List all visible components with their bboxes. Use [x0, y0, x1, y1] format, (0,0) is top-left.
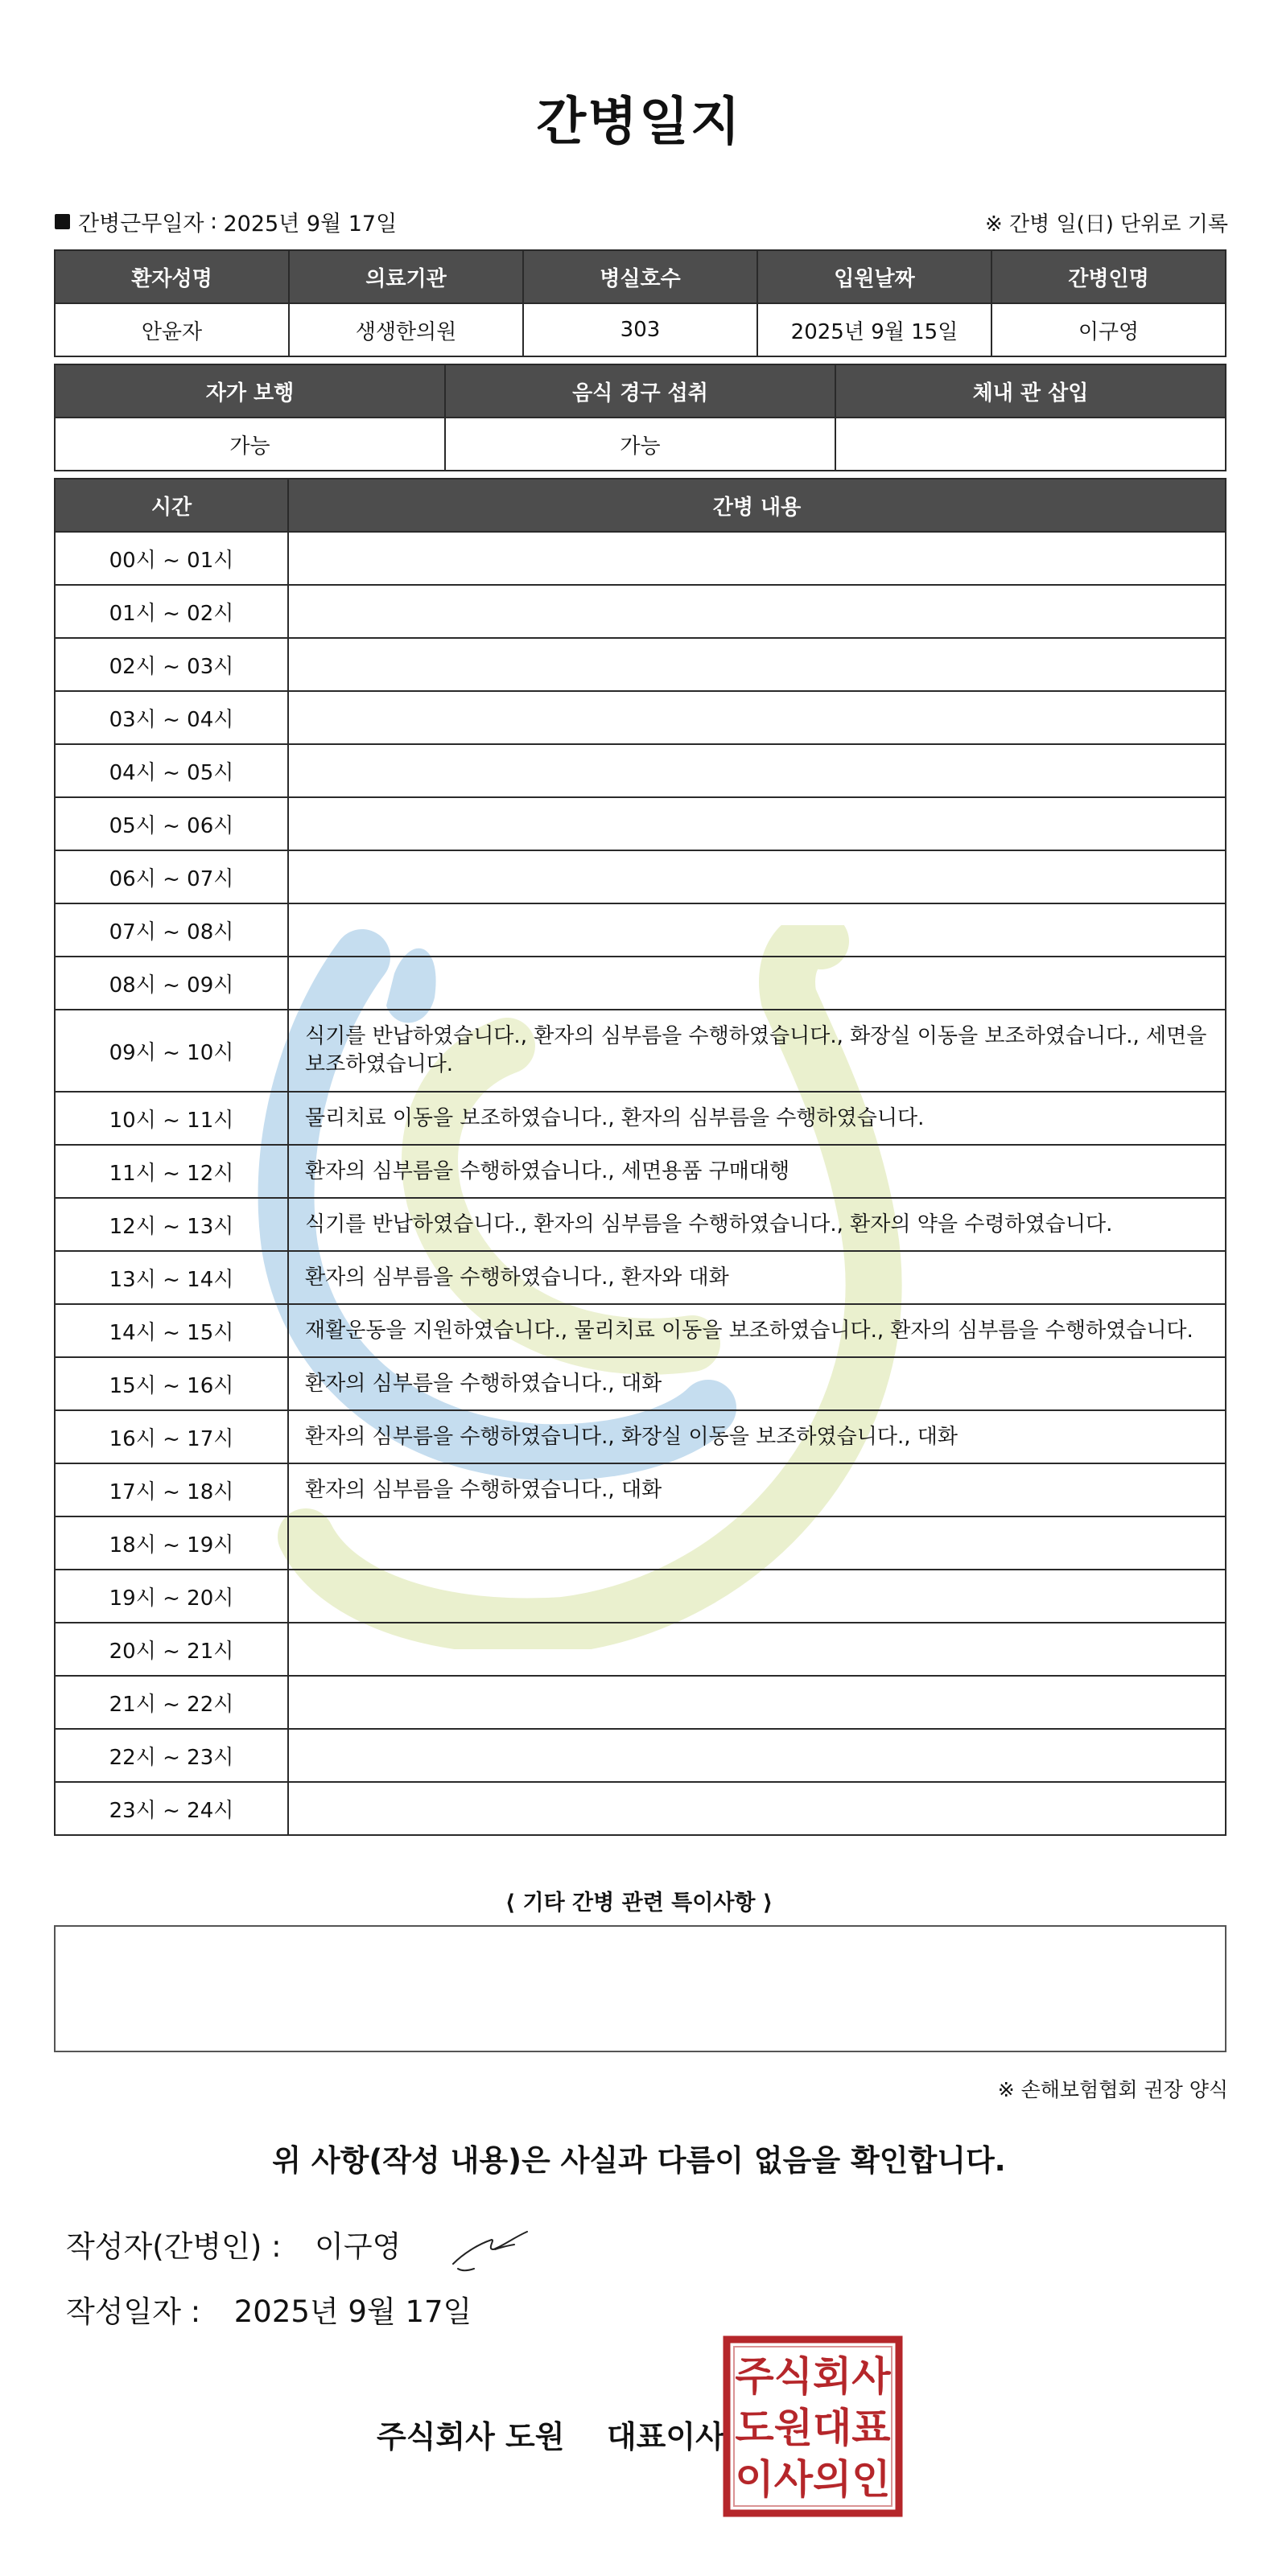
care-row — [55, 1729, 1226, 1782]
svg-text:도원대표: 도원대표 — [735, 2405, 891, 2451]
care-row — [55, 1516, 1226, 1570]
care-row-time: 09시 ~ 10시 — [55, 1010, 288, 1092]
header-tube-insertion: 체내 관 삽입 — [835, 364, 1226, 418]
recommend-note: ※ 손해보험협회 권장 양식 — [997, 2078, 1228, 2101]
value-room-number: 303 — [523, 303, 757, 356]
care-row-time: 02시 ~ 03시 — [55, 638, 288, 691]
care-row-content: 물리치료 이동을 보조하였습니다., 환자의 심부름을 수행하였습니다. — [288, 1092, 1226, 1145]
work-date-line — [55, 206, 397, 237]
care-header-row — [55, 479, 1226, 532]
svg-text:주식회사: 주식회사 — [735, 2353, 891, 2400]
care-row-time: 12시 ~ 13시 — [55, 1198, 288, 1251]
square-bullet-icon — [55, 214, 70, 229]
care-row — [55, 1570, 1226, 1623]
work-date-label: 간병근무일자 — [78, 212, 204, 237]
header-admission-date: 입원날짜 — [757, 250, 991, 303]
care-row — [55, 957, 1226, 1010]
care-row-time: 22시 ~ 23시 — [55, 1729, 288, 1782]
care-row-content — [288, 1623, 1226, 1676]
header-time: 시간 — [55, 479, 288, 532]
care-row — [55, 1410, 1226, 1463]
care-row-content: 환자의 심부름을 수행하였습니다., 대화 — [288, 1357, 1226, 1410]
remarks-title: ⟨ 기타 간병 관련 특이사항 ⟩ — [505, 1891, 773, 1916]
care-row — [55, 1092, 1226, 1145]
value-hospital: 생생한의원 — [289, 303, 523, 356]
care-row — [55, 1463, 1226, 1516]
svg-text:이사의인: 이사의인 — [735, 2456, 891, 2503]
care-row — [55, 1198, 1226, 1251]
care-row — [55, 1357, 1226, 1410]
patient-info-table — [54, 249, 1226, 357]
care-row — [55, 797, 1226, 850]
care-row — [55, 1623, 1226, 1676]
care-row-content — [288, 532, 1226, 585]
work-date-separator: : — [209, 209, 218, 234]
care-row — [55, 532, 1226, 585]
care-row-time: 06시 ~ 07시 — [55, 850, 288, 903]
care-row — [55, 1782, 1226, 1835]
care-row-time: 21시 ~ 22시 — [55, 1676, 288, 1729]
care-row — [55, 1676, 1226, 1729]
care-row — [55, 1251, 1226, 1304]
patient-info-value-row — [55, 303, 1226, 356]
confirmation-statement: 위 사항(작성 내용)은 사실과 다름이 없음을 확인합니다. — [272, 2143, 1006, 2178]
care-row — [55, 638, 1226, 691]
care-row-content — [288, 797, 1226, 850]
header-caregiver-name: 간병인명 — [991, 250, 1226, 303]
header-room-number: 병실호수 — [523, 250, 757, 303]
writer-label: 작성자(간병인) : — [66, 2229, 282, 2264]
write-date-value: 2025년 9월 17일 — [233, 2294, 472, 2329]
care-row-content — [288, 691, 1226, 744]
care-row-content — [288, 585, 1226, 638]
care-row-time: 07시 ~ 08시 — [55, 903, 288, 957]
value-admission-date: 2025년 9월 15일 — [757, 303, 991, 356]
care-row-content — [288, 1516, 1226, 1570]
unit-note: ※ 간병 일(日) 단위로 기록 — [984, 212, 1228, 237]
care-row-time: 03시 ~ 04시 — [55, 691, 288, 744]
capability-header-row — [55, 364, 1226, 418]
company-seal — [723, 2335, 903, 2517]
write-date-label: 작성일자 : — [66, 2294, 201, 2329]
care-row-content — [288, 903, 1226, 957]
care-row — [55, 1010, 1226, 1092]
care-row-content — [288, 957, 1226, 1010]
care-row — [55, 1145, 1226, 1198]
care-row — [55, 744, 1226, 797]
care-row-time: 15시 ~ 16시 — [55, 1357, 288, 1410]
care-row-time: 16시 ~ 17시 — [55, 1410, 288, 1463]
value-patient-name: 안윤자 — [55, 303, 289, 356]
care-row-content: 환자의 심부름을 수행하였습니다., 환자와 대화 — [288, 1251, 1226, 1304]
patient-capability-table — [54, 364, 1226, 471]
value-self-walking: 가능 — [55, 418, 445, 471]
care-row-content — [288, 744, 1226, 797]
care-row-time: 00시 ~ 01시 — [55, 532, 288, 585]
remarks-box — [54, 1925, 1226, 2052]
value-tube-insertion — [835, 418, 1226, 471]
care-row-content: 식기를 반납하였습니다., 환자의 심부름을 수행하였습니다., 환자의 약을 수령하였습니다. — [288, 1198, 1226, 1251]
writer-name: 이구영 — [315, 2229, 402, 2264]
care-row-content — [288, 638, 1226, 691]
care-content-table — [54, 478, 1226, 1836]
care-row-time: 19시 ~ 20시 — [55, 1570, 288, 1623]
value-caregiver-name: 이구영 — [991, 303, 1226, 356]
document-title: 간병일지 — [536, 93, 742, 152]
care-row-time: 23시 ~ 24시 — [55, 1782, 288, 1835]
care-row-time: 08시 ~ 09시 — [55, 957, 288, 1010]
care-row-content — [288, 850, 1226, 903]
care-row-time: 20시 ~ 21시 — [55, 1623, 288, 1676]
care-row-time: 04시 ~ 05시 — [55, 744, 288, 797]
care-row-time: 18시 ~ 19시 — [55, 1516, 288, 1570]
company-role: 대표이사 — [606, 2419, 725, 2455]
work-date-value: 2025년 9월 17일 — [223, 212, 398, 237]
care-row-time: 14시 ~ 15시 — [55, 1304, 288, 1357]
header-oral-intake: 음식 경구 섭취 — [445, 364, 835, 418]
write-date-line — [66, 2287, 472, 2331]
care-row — [55, 1304, 1226, 1357]
value-oral-intake: 가능 — [445, 418, 835, 471]
care-row-content: 식기를 반납하였습니다., 환자의 심부름을 수행하였습니다., 화장실 이동을 보조하였습니다., 세면을 보조하였습니다. — [288, 1010, 1226, 1092]
header-self-walking: 자가 보행 — [55, 364, 445, 418]
care-table-body — [55, 532, 1226, 1835]
header-hospital: 의료기관 — [289, 250, 523, 303]
care-row-content: 환자의 심부름을 수행하였습니다., 대화 — [288, 1463, 1226, 1516]
care-row — [55, 903, 1226, 957]
company-name: 주식회사 도원 — [377, 2419, 565, 2455]
care-row-content — [288, 1729, 1226, 1782]
care-row-content — [288, 1676, 1226, 1729]
care-row — [55, 691, 1226, 744]
patient-info-header-row — [55, 250, 1226, 303]
care-row-time: 11시 ~ 12시 — [55, 1145, 288, 1198]
care-row-time: 17시 ~ 18시 — [55, 1463, 288, 1516]
care-row-time: 05시 ~ 06시 — [55, 797, 288, 850]
care-row-content: 환자의 심부름을 수행하였습니다., 화장실 이동을 보조하였습니다., 대화 — [288, 1410, 1226, 1463]
care-row-content — [288, 1782, 1226, 1835]
header-patient-name: 환자성명 — [55, 250, 289, 303]
care-row-time: 13시 ~ 14시 — [55, 1251, 288, 1304]
care-row-content: 환자의 심부름을 수행하였습니다., 세면용품 구매대행 — [288, 1145, 1226, 1198]
writer-line — [66, 2222, 401, 2265]
care-row-content: 재활운동을 지원하였습니다., 물리치료 이동을 보조하였습니다., 환자의 심부름을 수행하였습니다. — [288, 1304, 1226, 1357]
care-row-time: 01시 ~ 02시 — [55, 585, 288, 638]
care-row-time: 10시 ~ 11시 — [55, 1092, 288, 1145]
capability-value-row — [55, 418, 1226, 471]
care-row-content — [288, 1570, 1226, 1623]
care-row — [55, 585, 1226, 638]
header-care-content: 간병 내용 — [288, 479, 1226, 532]
care-row — [55, 850, 1226, 903]
signature — [447, 2222, 535, 2278]
company-signatory — [377, 2412, 725, 2456]
